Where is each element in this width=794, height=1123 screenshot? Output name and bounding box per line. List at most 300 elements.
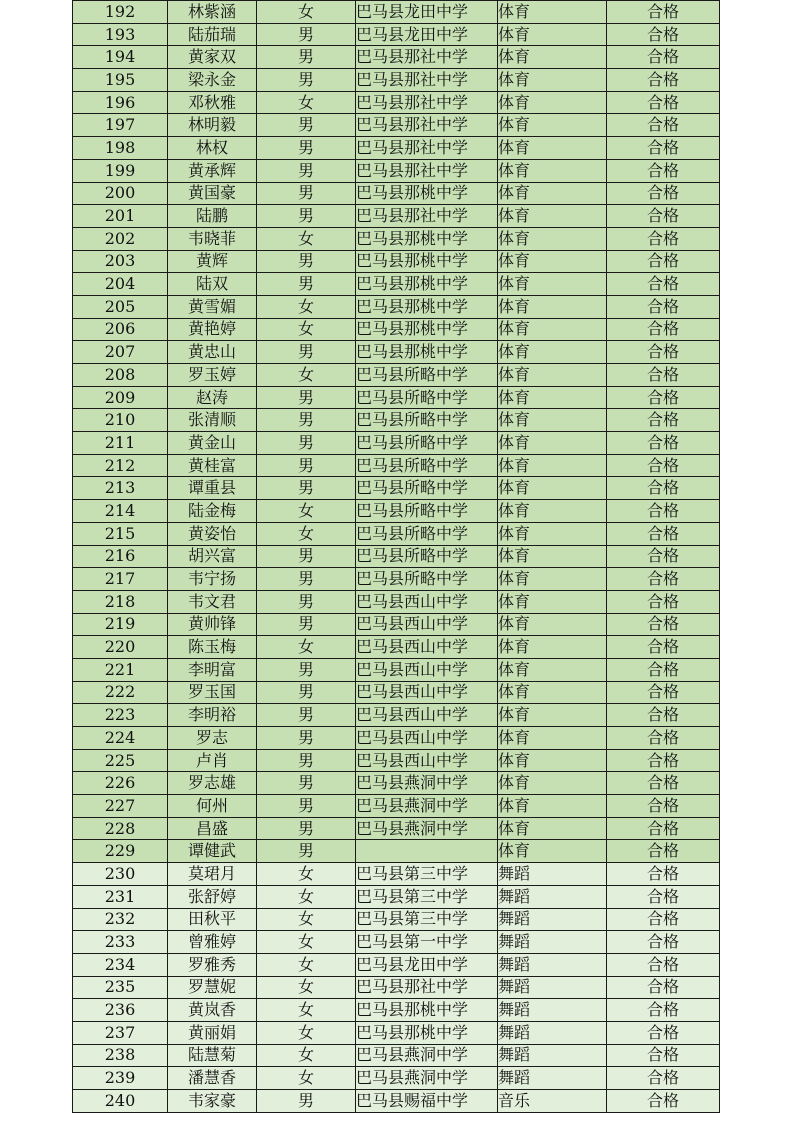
student-name: 陈玉梅 [168, 636, 257, 659]
school-cell: 巴马县龙田中学 [356, 953, 498, 976]
student-name: 黄姿怡 [168, 522, 257, 545]
subject-cell: 体育 [498, 69, 607, 92]
table-row [73, 477, 720, 500]
school-cell: 巴马县那桃中学 [356, 227, 498, 250]
school-cell: 巴马县龙田中学 [356, 23, 498, 46]
result-cell: 合格 [607, 409, 720, 432]
student-name: 黄家双 [168, 46, 257, 69]
row-number: 208 [73, 364, 168, 387]
subject-cell: 体育 [498, 613, 607, 636]
student-name: 谭重县 [168, 477, 257, 500]
result-cell: 合格 [607, 318, 720, 341]
table-row [73, 46, 720, 69]
table-row [73, 1090, 720, 1113]
row-number: 203 [73, 250, 168, 273]
student-name: 韦宁扬 [168, 568, 257, 591]
school-cell: 巴马县那桃中学 [356, 1021, 498, 1044]
row-number: 199 [73, 159, 168, 182]
subject-cell: 体育 [498, 159, 607, 182]
result-cell: 合格 [607, 863, 720, 886]
row-number: 218 [73, 590, 168, 613]
student-name: 曾雅婷 [168, 931, 257, 954]
student-name: 林紫涵 [168, 1, 257, 24]
school-cell: 巴马县西山中学 [356, 636, 498, 659]
table-row [73, 931, 720, 954]
result-cell: 合格 [607, 953, 720, 976]
table-row [73, 590, 720, 613]
table-row [73, 908, 720, 931]
table-row [73, 69, 720, 92]
row-number: 239 [73, 1067, 168, 1090]
subject-cell: 体育 [498, 749, 607, 772]
student-name: 黄金山 [168, 432, 257, 455]
gender-cell: 男 [257, 23, 356, 46]
row-number: 196 [73, 91, 168, 114]
row-number: 206 [73, 318, 168, 341]
school-cell: 巴马县那桃中学 [356, 250, 498, 273]
school-cell: 巴马县所略中学 [356, 545, 498, 568]
student-name: 黄国豪 [168, 182, 257, 205]
gender-cell: 男 [257, 273, 356, 296]
result-cell: 合格 [607, 727, 720, 750]
student-name: 陆慧菊 [168, 1044, 257, 1067]
table-row [73, 1021, 720, 1044]
gender-cell: 男 [257, 386, 356, 409]
gender-cell: 男 [257, 341, 356, 364]
school-cell: 巴马县那社中学 [356, 46, 498, 69]
student-name: 赵涛 [168, 386, 257, 409]
result-cell: 合格 [607, 749, 720, 772]
subject-cell: 体育 [498, 477, 607, 500]
student-name: 林明毅 [168, 114, 257, 137]
subject-cell: 体育 [498, 137, 607, 160]
gender-cell: 男 [257, 658, 356, 681]
student-name: 邓秋雅 [168, 91, 257, 114]
student-name: 黄艳婷 [168, 318, 257, 341]
result-cell: 合格 [607, 817, 720, 840]
student-name: 林权 [168, 137, 257, 160]
table-row [73, 953, 720, 976]
school-cell: 巴马县所略中学 [356, 477, 498, 500]
school-cell: 巴马县那桃中学 [356, 295, 498, 318]
table-row [73, 205, 720, 228]
row-number: 212 [73, 454, 168, 477]
result-cell: 合格 [607, 704, 720, 727]
row-number: 197 [73, 114, 168, 137]
table-row [73, 1, 720, 24]
gender-cell: 女 [257, 1, 356, 24]
school-cell: 巴马县燕洞中学 [356, 772, 498, 795]
result-cell: 合格 [607, 1090, 720, 1113]
row-number: 232 [73, 908, 168, 931]
subject-cell: 音乐 [498, 1090, 607, 1113]
school-cell: 巴马县西山中学 [356, 681, 498, 704]
subject-cell: 体育 [498, 227, 607, 250]
roster-body [73, 1, 720, 1113]
student-name: 韦家豪 [168, 1090, 257, 1113]
gender-cell: 男 [257, 590, 356, 613]
school-cell: 巴马县那桃中学 [356, 341, 498, 364]
school-cell: 巴马县那社中学 [356, 69, 498, 92]
table-row [73, 863, 720, 886]
school-cell: 巴马县燕洞中学 [356, 1067, 498, 1090]
result-cell: 合格 [607, 522, 720, 545]
subject-cell: 体育 [498, 522, 607, 545]
student-name: 卢肖 [168, 749, 257, 772]
row-number: 194 [73, 46, 168, 69]
gender-cell: 女 [257, 908, 356, 931]
table-row [73, 454, 720, 477]
subject-cell: 体育 [498, 568, 607, 591]
subject-cell: 体育 [498, 364, 607, 387]
table-row [73, 273, 720, 296]
subject-cell: 体育 [498, 681, 607, 704]
school-cell: 巴马县西山中学 [356, 704, 498, 727]
row-number: 192 [73, 1, 168, 24]
student-name: 罗雅秀 [168, 953, 257, 976]
gender-cell: 女 [257, 976, 356, 999]
subject-cell: 体育 [498, 250, 607, 273]
table-row [73, 522, 720, 545]
school-cell: 巴马县燕洞中学 [356, 817, 498, 840]
row-number: 198 [73, 137, 168, 160]
gender-cell: 男 [257, 704, 356, 727]
result-cell: 合格 [607, 976, 720, 999]
school-cell: 巴马县所略中学 [356, 500, 498, 523]
school-cell: 巴马县第三中学 [356, 885, 498, 908]
table-row [73, 795, 720, 818]
subject-cell: 舞蹈 [498, 1044, 607, 1067]
result-cell: 合格 [607, 273, 720, 296]
gender-cell: 女 [257, 931, 356, 954]
result-cell: 合格 [607, 114, 720, 137]
gender-cell: 女 [257, 91, 356, 114]
school-cell: 巴马县西山中学 [356, 727, 498, 750]
table-row [73, 23, 720, 46]
table-row [73, 386, 720, 409]
gender-cell: 男 [257, 432, 356, 455]
result-cell: 合格 [607, 772, 720, 795]
school-cell: 巴马县那社中学 [356, 159, 498, 182]
subject-cell: 体育 [498, 545, 607, 568]
row-number: 234 [73, 953, 168, 976]
gender-cell: 男 [257, 545, 356, 568]
subject-cell: 体育 [498, 205, 607, 228]
student-name: 昌盛 [168, 817, 257, 840]
gender-cell: 男 [257, 454, 356, 477]
student-name: 黄桂富 [168, 454, 257, 477]
school-cell: 巴马县那桃中学 [356, 999, 498, 1022]
row-number: 235 [73, 976, 168, 999]
school-cell: 巴马县所略中学 [356, 386, 498, 409]
gender-cell: 女 [257, 522, 356, 545]
gender-cell: 男 [257, 568, 356, 591]
table-row [73, 636, 720, 659]
row-number: 219 [73, 613, 168, 636]
row-number: 200 [73, 182, 168, 205]
row-number: 193 [73, 23, 168, 46]
student-name: 罗慧妮 [168, 976, 257, 999]
school-cell [356, 840, 498, 863]
row-number: 209 [73, 386, 168, 409]
result-cell: 合格 [607, 91, 720, 114]
subject-cell: 体育 [498, 840, 607, 863]
result-cell: 合格 [607, 1067, 720, 1090]
table-row [73, 500, 720, 523]
row-number: 202 [73, 227, 168, 250]
subject-cell: 舞蹈 [498, 885, 607, 908]
row-number: 233 [73, 931, 168, 954]
table-row [73, 1044, 720, 1067]
result-cell: 合格 [607, 205, 720, 228]
student-name: 黄岚香 [168, 999, 257, 1022]
gender-cell: 男 [257, 250, 356, 273]
result-cell: 合格 [607, 477, 720, 500]
table-row [73, 568, 720, 591]
subject-cell: 体育 [498, 318, 607, 341]
result-cell: 合格 [607, 568, 720, 591]
subject-cell: 舞蹈 [498, 863, 607, 886]
result-cell: 合格 [607, 545, 720, 568]
subject-cell: 体育 [498, 295, 607, 318]
row-number: 201 [73, 205, 168, 228]
result-cell: 合格 [607, 454, 720, 477]
subject-cell: 体育 [498, 341, 607, 364]
row-number: 221 [73, 658, 168, 681]
row-number: 236 [73, 999, 168, 1022]
school-cell: 巴马县第三中学 [356, 863, 498, 886]
row-number: 240 [73, 1090, 168, 1113]
gender-cell: 男 [257, 137, 356, 160]
subject-cell: 舞蹈 [498, 976, 607, 999]
gender-cell: 男 [257, 69, 356, 92]
school-cell: 巴马县那社中学 [356, 91, 498, 114]
gender-cell: 女 [257, 1044, 356, 1067]
table-row [73, 91, 720, 114]
school-cell: 巴马县所略中学 [356, 568, 498, 591]
row-number: 226 [73, 772, 168, 795]
subject-cell: 舞蹈 [498, 931, 607, 954]
row-number: 229 [73, 840, 168, 863]
student-name: 罗志 [168, 727, 257, 750]
school-cell: 巴马县燕洞中学 [356, 1044, 498, 1067]
subject-cell: 体育 [498, 658, 607, 681]
row-number: 225 [73, 749, 168, 772]
result-cell: 合格 [607, 341, 720, 364]
subject-cell: 舞蹈 [498, 999, 607, 1022]
gender-cell: 女 [257, 863, 356, 886]
gender-cell: 男 [257, 477, 356, 500]
row-number: 230 [73, 863, 168, 886]
result-cell: 合格 [607, 1044, 720, 1067]
student-name: 罗玉婷 [168, 364, 257, 387]
row-number: 227 [73, 795, 168, 818]
subject-cell: 舞蹈 [498, 1021, 607, 1044]
result-cell: 合格 [607, 613, 720, 636]
student-name: 李明富 [168, 658, 257, 681]
gender-cell: 女 [257, 364, 356, 387]
gender-cell: 男 [257, 817, 356, 840]
result-cell: 合格 [607, 658, 720, 681]
row-number: 217 [73, 568, 168, 591]
row-number: 222 [73, 681, 168, 704]
student-name: 陆茄瑞 [168, 23, 257, 46]
result-cell: 合格 [607, 159, 720, 182]
subject-cell: 体育 [498, 727, 607, 750]
student-name: 谭健武 [168, 840, 257, 863]
subject-cell: 体育 [498, 590, 607, 613]
gender-cell: 女 [257, 999, 356, 1022]
student-name: 潘慧香 [168, 1067, 257, 1090]
table-row [73, 817, 720, 840]
school-cell: 巴马县赐福中学 [356, 1090, 498, 1113]
school-cell: 巴马县第一中学 [356, 931, 498, 954]
table-row [73, 227, 720, 250]
table-row [73, 250, 720, 273]
student-name: 胡兴富 [168, 545, 257, 568]
table-row [73, 545, 720, 568]
row-number: 213 [73, 477, 168, 500]
subject-cell: 体育 [498, 273, 607, 296]
row-number: 238 [73, 1044, 168, 1067]
result-cell: 合格 [607, 999, 720, 1022]
result-cell: 合格 [607, 590, 720, 613]
student-name: 韦晓菲 [168, 227, 257, 250]
student-name: 张清顺 [168, 409, 257, 432]
student-name: 黄帅锋 [168, 613, 257, 636]
student-name: 黄承辉 [168, 159, 257, 182]
row-number: 210 [73, 409, 168, 432]
subject-cell: 体育 [498, 23, 607, 46]
school-cell: 巴马县第三中学 [356, 908, 498, 931]
subject-cell: 体育 [498, 91, 607, 114]
result-cell: 合格 [607, 386, 720, 409]
student-name: 莫珺月 [168, 863, 257, 886]
school-cell: 巴马县所略中学 [356, 432, 498, 455]
student-name: 陆金梅 [168, 500, 257, 523]
result-cell: 合格 [607, 636, 720, 659]
gender-cell: 女 [257, 500, 356, 523]
table-row [73, 182, 720, 205]
table-row [73, 295, 720, 318]
row-number: 216 [73, 545, 168, 568]
subject-cell: 体育 [498, 500, 607, 523]
student-name: 田秋平 [168, 908, 257, 931]
subject-cell: 舞蹈 [498, 908, 607, 931]
table-row [73, 114, 720, 137]
result-cell: 合格 [607, 1021, 720, 1044]
school-cell: 巴马县那桃中学 [356, 273, 498, 296]
result-cell: 合格 [607, 1, 720, 24]
school-cell: 巴马县龙田中学 [356, 1, 498, 24]
student-name: 黄丽娟 [168, 1021, 257, 1044]
row-number: 220 [73, 636, 168, 659]
student-name: 陆鹏 [168, 205, 257, 228]
student-name: 罗志雄 [168, 772, 257, 795]
student-name: 梁永金 [168, 69, 257, 92]
subject-cell: 体育 [498, 114, 607, 137]
school-cell: 巴马县西山中学 [356, 590, 498, 613]
result-cell: 合格 [607, 295, 720, 318]
result-cell: 合格 [607, 681, 720, 704]
table-row [73, 840, 720, 863]
subject-cell: 体育 [498, 1, 607, 24]
student-name: 张舒婷 [168, 885, 257, 908]
result-cell: 合格 [607, 23, 720, 46]
row-number: 214 [73, 500, 168, 523]
table-row [73, 885, 720, 908]
subject-cell: 体育 [498, 409, 607, 432]
gender-cell: 男 [257, 772, 356, 795]
gender-cell: 女 [257, 636, 356, 659]
student-name: 韦文君 [168, 590, 257, 613]
subject-cell: 体育 [498, 432, 607, 455]
subject-cell: 体育 [498, 772, 607, 795]
gender-cell: 男 [257, 613, 356, 636]
school-cell: 巴马县那桃中学 [356, 182, 498, 205]
gender-cell: 女 [257, 1021, 356, 1044]
row-number: 215 [73, 522, 168, 545]
table-row [73, 159, 720, 182]
subject-cell: 体育 [498, 795, 607, 818]
gender-cell: 男 [257, 795, 356, 818]
gender-cell: 女 [257, 885, 356, 908]
subject-cell: 体育 [498, 386, 607, 409]
school-cell: 巴马县西山中学 [356, 613, 498, 636]
subject-cell: 体育 [498, 636, 607, 659]
school-cell: 巴马县那社中学 [356, 205, 498, 228]
row-number: 195 [73, 69, 168, 92]
row-number: 231 [73, 885, 168, 908]
school-cell: 巴马县西山中学 [356, 749, 498, 772]
result-cell: 合格 [607, 137, 720, 160]
table-row [73, 727, 720, 750]
table-row [73, 409, 720, 432]
gender-cell: 男 [257, 840, 356, 863]
table-row [73, 772, 720, 795]
row-number: 207 [73, 341, 168, 364]
result-cell: 合格 [607, 931, 720, 954]
school-cell: 巴马县燕洞中学 [356, 795, 498, 818]
table-row [73, 749, 720, 772]
result-cell: 合格 [607, 795, 720, 818]
gender-cell: 男 [257, 182, 356, 205]
school-cell: 巴马县所略中学 [356, 409, 498, 432]
gender-cell: 女 [257, 1067, 356, 1090]
table-row [73, 613, 720, 636]
result-cell: 合格 [607, 364, 720, 387]
gender-cell: 男 [257, 749, 356, 772]
table-row [73, 658, 720, 681]
gender-cell: 男 [257, 681, 356, 704]
table-row [73, 364, 720, 387]
row-number: 223 [73, 704, 168, 727]
student-name: 黄雪媚 [168, 295, 257, 318]
result-cell: 合格 [607, 432, 720, 455]
table-row [73, 1067, 720, 1090]
school-cell: 巴马县所略中学 [356, 522, 498, 545]
gender-cell: 女 [257, 318, 356, 341]
subject-cell: 体育 [498, 454, 607, 477]
roster-table [72, 0, 720, 1113]
subject-cell: 体育 [498, 46, 607, 69]
subject-cell: 体育 [498, 817, 607, 840]
result-cell: 合格 [607, 227, 720, 250]
student-name: 罗玉国 [168, 681, 257, 704]
table-row [73, 341, 720, 364]
gender-cell: 女 [257, 227, 356, 250]
gender-cell: 女 [257, 953, 356, 976]
